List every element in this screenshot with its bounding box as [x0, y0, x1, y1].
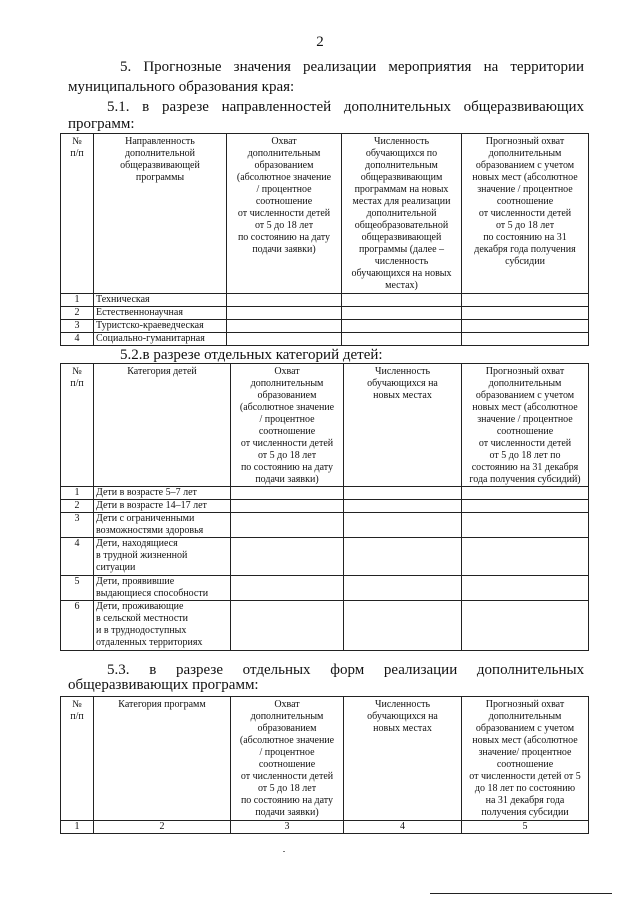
- empty-cell: [344, 513, 462, 538]
- s5-word: 5. Прогнозные: [120, 59, 222, 75]
- s53-word: форм: [330, 662, 365, 678]
- row-name: Техническая: [94, 294, 227, 307]
- row-name: Дети в возрасте 14–17 лет: [94, 500, 231, 513]
- empty-cell: [231, 513, 344, 538]
- col-header-direction: Направленность дополнительной общеразвивающей программы: [94, 134, 227, 294]
- empty-cell: [227, 333, 342, 346]
- s53-word: реализации: [383, 662, 458, 678]
- table-row: [61, 500, 589, 513]
- table-row: [61, 320, 589, 333]
- bottom-rule: [430, 893, 612, 894]
- empty-cell: [342, 320, 462, 333]
- s5-word: на: [483, 59, 499, 75]
- table-row: [61, 513, 589, 538]
- empty-cell: [462, 538, 589, 576]
- table-row: [61, 601, 589, 651]
- scan-speck: [283, 851, 285, 852]
- row-num: 5: [61, 576, 94, 601]
- empty-cell: [227, 294, 342, 307]
- column-number: 5: [462, 821, 589, 834]
- col-header-forecast: Прогнозный охват дополнительным образованием с учетом новых мест (абсолютное значение / процентное соотношение от численности детей от 5 до 18 лет по состоянию на 31 декабря года получения субсидии: [462, 134, 589, 294]
- empty-cell: [342, 333, 462, 346]
- table-program-forms: [60, 696, 589, 834]
- col-header-coverage: Охват дополнительным образованием (абсолютное значение / процентное соотношение от численности детей от 5 до 18 лет по состоянию на дату подачи заявки): [231, 697, 344, 821]
- row-num: 1: [61, 487, 94, 500]
- row-name: Дети в возрасте 5–7 лет: [94, 487, 231, 500]
- column-number: 3: [231, 821, 344, 834]
- empty-cell: [231, 601, 344, 651]
- table-child-categories: [60, 363, 589, 651]
- s51-word: общеразвивающих: [463, 99, 585, 115]
- col-header-coverage: Охват дополнительным образованием (абсолютное значение / процентное соотношение от численности детей от 5 до 18 лет по состоянию на дату подачи заявки): [227, 134, 342, 294]
- s53-word: дополнительных: [476, 662, 585, 678]
- empty-cell: [344, 487, 462, 500]
- row-num: 3: [61, 513, 94, 538]
- section-5-heading-line2: муниципального образования края:: [68, 79, 295, 95]
- col-header-new-places: Численность обучающихся на новых местах: [344, 697, 462, 821]
- section-53-heading-line2: общеразвивающих программ:: [68, 677, 259, 693]
- row-num: 2: [61, 307, 94, 320]
- column-number: 1: [61, 821, 94, 834]
- empty-cell: [231, 538, 344, 576]
- s53-word: отдельных: [242, 662, 311, 678]
- empty-cell: [342, 307, 462, 320]
- s51-word: в: [142, 99, 150, 115]
- table-row: [61, 307, 589, 320]
- empty-cell: [462, 333, 589, 346]
- row-name: Дети, проживающие в сельской местности и в труднодоступных отдаленных территориях: [94, 601, 231, 651]
- col-header-num: № п/п: [61, 364, 94, 487]
- row-name: Дети, проявившие выдающиеся способности: [94, 576, 231, 601]
- s5-word: значения: [233, 59, 291, 75]
- s5-word: реализации: [302, 59, 377, 75]
- s51-word: 5.1.: [107, 99, 130, 115]
- empty-cell: [344, 576, 462, 601]
- row-name: Дети, находящиеся в трудной жизненной ситуации: [94, 538, 231, 576]
- col-header-forecast: Прогнозный охват дополнительным образованием с учетом новых мест (абсолютное значение / процентное соотношение от численности детей от 5 до 18 лет по состоянию на 31 декабря года получения субсидий): [462, 364, 589, 487]
- row-num: 1: [61, 294, 94, 307]
- col-header-new-places: Численность обучающихся по дополнительным общеразвивающим программам на новых местах для реализации дополнительной общеобразовательной общеразвивающей программы (далее – численность обучающихся на новых местах): [342, 134, 462, 294]
- row-name: Туристско-краеведческая: [94, 320, 227, 333]
- table-row: [61, 333, 589, 346]
- col-header-category: Категория детей: [94, 364, 231, 487]
- section-5-heading-line1: [120, 57, 584, 77]
- s53-word: 5.3.: [107, 662, 130, 678]
- col-header-num: № п/п: [61, 134, 94, 294]
- row-num: 6: [61, 601, 94, 651]
- table-header-row: [61, 697, 589, 821]
- col-header-num: № п/п: [61, 697, 94, 821]
- col-header-forecast: Прогнозный охват дополнительным образованием с учетом новых мест (абсолютное значение/ процентное соотношение от численности детей от 5 до 18 лет по состоянию на 31 декабря года получения субсидии: [462, 697, 589, 821]
- s5-word: территории: [510, 59, 585, 75]
- col-header-new-places: Численность обучающихся на новых местах: [344, 364, 462, 487]
- s5-word: мероприятия: [388, 59, 472, 75]
- column-numbers-row: [61, 821, 589, 834]
- row-num: 2: [61, 500, 94, 513]
- table-row: [61, 576, 589, 601]
- empty-cell: [462, 576, 589, 601]
- table-header-row: [61, 134, 589, 294]
- empty-cell: [462, 320, 589, 333]
- column-number: 4: [344, 821, 462, 834]
- col-header-coverage: Охват дополнительным образованием (абсолютное значение / процентное соотношение от численности детей от 5 до 18 лет по состоянию на дату подачи заявки): [231, 364, 344, 487]
- s51-word: разрезе: [161, 99, 209, 115]
- row-name: Социально-гуманитарная: [94, 333, 227, 346]
- table-row: [61, 487, 589, 500]
- empty-cell: [462, 307, 589, 320]
- empty-cell: [462, 601, 589, 651]
- row-name: Естественнонаучная: [94, 307, 227, 320]
- section-52-heading: 5.2.в разрезе отдельных категорий детей:: [120, 347, 383, 363]
- row-num: 3: [61, 320, 94, 333]
- empty-cell: [227, 307, 342, 320]
- empty-cell: [462, 500, 589, 513]
- table-header-row: [61, 364, 589, 487]
- empty-cell: [462, 513, 589, 538]
- row-num: 4: [61, 333, 94, 346]
- table-directions: [60, 133, 589, 346]
- empty-cell: [344, 500, 462, 513]
- s51-word: дополнительных: [343, 99, 451, 115]
- table-row: [61, 294, 589, 307]
- empty-cell: [231, 500, 344, 513]
- empty-cell: [231, 487, 344, 500]
- empty-cell: [344, 538, 462, 576]
- row-num: 4: [61, 538, 94, 576]
- table-row: [61, 538, 589, 576]
- s53-word: разрезе: [175, 662, 223, 678]
- s51-word: направленностей: [221, 99, 332, 115]
- empty-cell: [462, 294, 589, 307]
- empty-cell: [342, 294, 462, 307]
- section-51-heading-line2: программ:: [68, 116, 135, 132]
- empty-cell: [231, 576, 344, 601]
- s53-word: в: [149, 662, 157, 678]
- col-header-program-category: Категория программ: [94, 697, 231, 821]
- row-name: Дети с ограниченными возможностями здоровья: [94, 513, 231, 538]
- section-51-heading-line1: [107, 97, 584, 117]
- empty-cell: [344, 601, 462, 651]
- page-number: 2: [316, 34, 324, 50]
- column-number: 2: [94, 821, 231, 834]
- empty-cell: [227, 320, 342, 333]
- empty-cell: [462, 487, 589, 500]
